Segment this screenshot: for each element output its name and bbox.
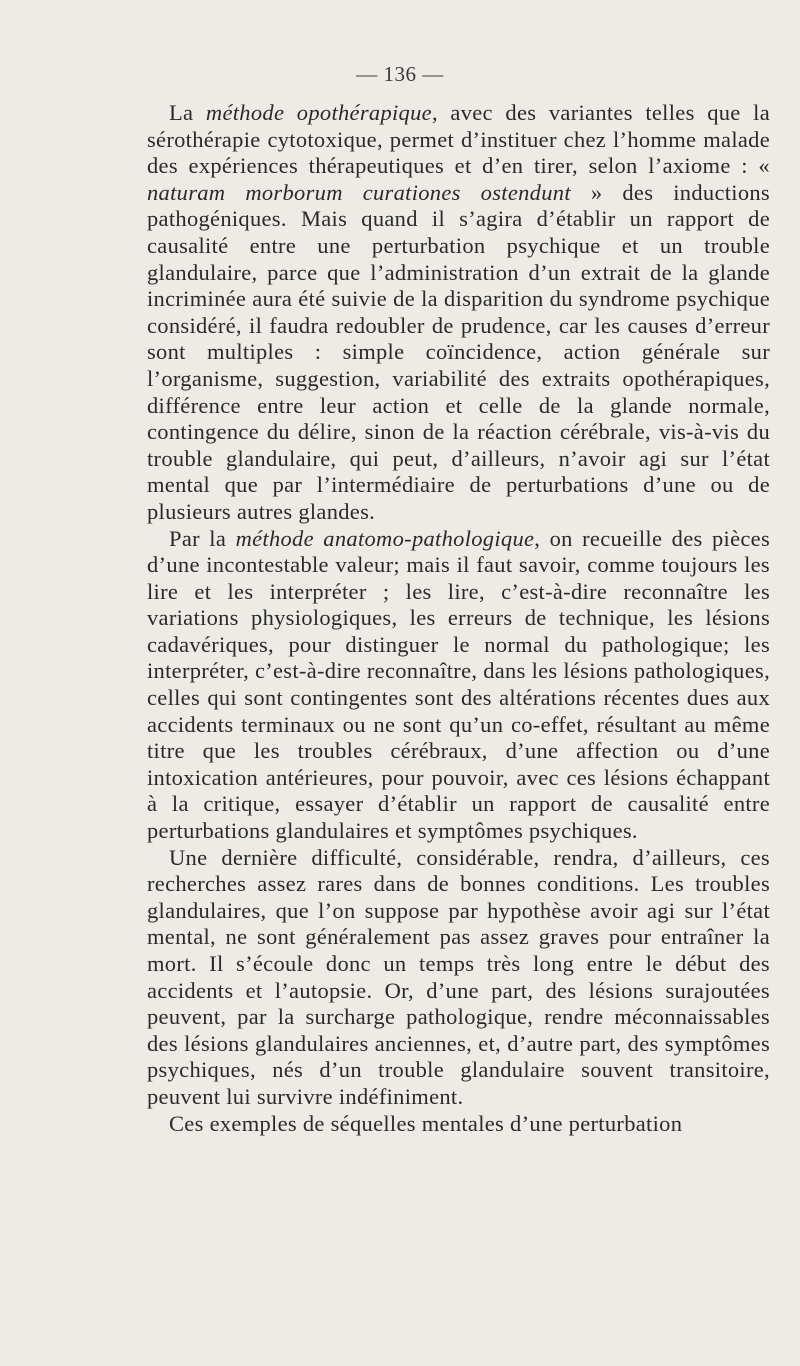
paragraph-opotherapy [147,100,770,526]
italic-latin-quote: naturam morborum curationes ostendunt [147,179,571,205]
page-number: — 136 — [356,62,444,86]
italic-term: méthode anatomo-pathologique [235,525,535,551]
text-run: , avec des variantes telles que la sérothérapie cytotoxique, permet d’instituer chez l’homme malade des expériences thérapeutiques et d’en tirer, selon l’axiome : « [147,100,770,179]
text-run: , on recueille des pièces d’une incontestable valeur; mais il faut savoir, comme toujours les lire et les interpréter ; les lire, c’est-à-dire reconnaître les variations physiologiques, les erreurs de technique, les lésions cadavériques, pour distinguer le normal du pathologique; les interpréter, c’est-à-dire reconnaître, dans les lésions pathologiques, celles qui sont contingentes sont des altérations récentes dues aux accidents terminaux ou ne sont qu’un co-effet, résultant au même titre que les troubles cérébraux, d’une affection ou d’une intoxication antérieures, pour pouvoir, avec ces lésions échappant à la critique, essayer d’établir un rapport de causalité entre perturbations glandulaires et symptômes psychiques. [147,525,770,844]
text-run: » des inductions pathogéniques. Mais quand il s’agira d’établir un rapport de causalité entre une perturbation psychique et un trouble glandulaire, parce que l’administration d’un extrait de la glande incriminée aura été suivie de la disparition du syndrome psychique considéré, il faudra redoubler de prudence, car les causes d’erreur sont multiples : simple coïncidence, action générale sur l’organisme, suggestion, variabilité des extraits opothérapiques, différence entre leur action et celle de la glande normale, contingence du délire, sinon de la réaction cérébrale, vis-à-vis du trouble glandulaire, qui peut, d’ailleurs, n’avoir agi sur l’état mental que par l’intermédiaire de perturbations d’une ou de plusieurs autres glandes. [147,179,770,524]
text-run: La [169,100,206,125]
paragraph-difficulty: Une dernière difficulté, considérable, rendra, d’ailleurs, ces recherches assez rares dans de bonnes conditions. Les troubles glandulaires, que l’on suppose par hypothèse avoir agi sur l’état mental, ne sont généralement pas assez graves pour entraîner la mort. Il s’écoule donc un temps très long entre le début des accidents et l’autopsie. Or, d’une part, des lésions surajoutées peuvent, par la surcharge pathologique, rendre méconnaissables des lésions glandulaires anciennes, et, d’autre part, des symptômes psychiques, nés d’un trouble glandulaire souvent transitoire, peuvent lui survivre indéfiniment. [147,844,770,1109]
paragraph-examples: Ces exemples de séquelles mentales d’une perturbation [169,1110,683,1136]
paragraph-anatomo-pathology [147,526,770,845]
italic-term: méthode opothérapique [205,100,432,125]
body-text [147,100,770,1137]
text-run: Par la [169,525,236,551]
